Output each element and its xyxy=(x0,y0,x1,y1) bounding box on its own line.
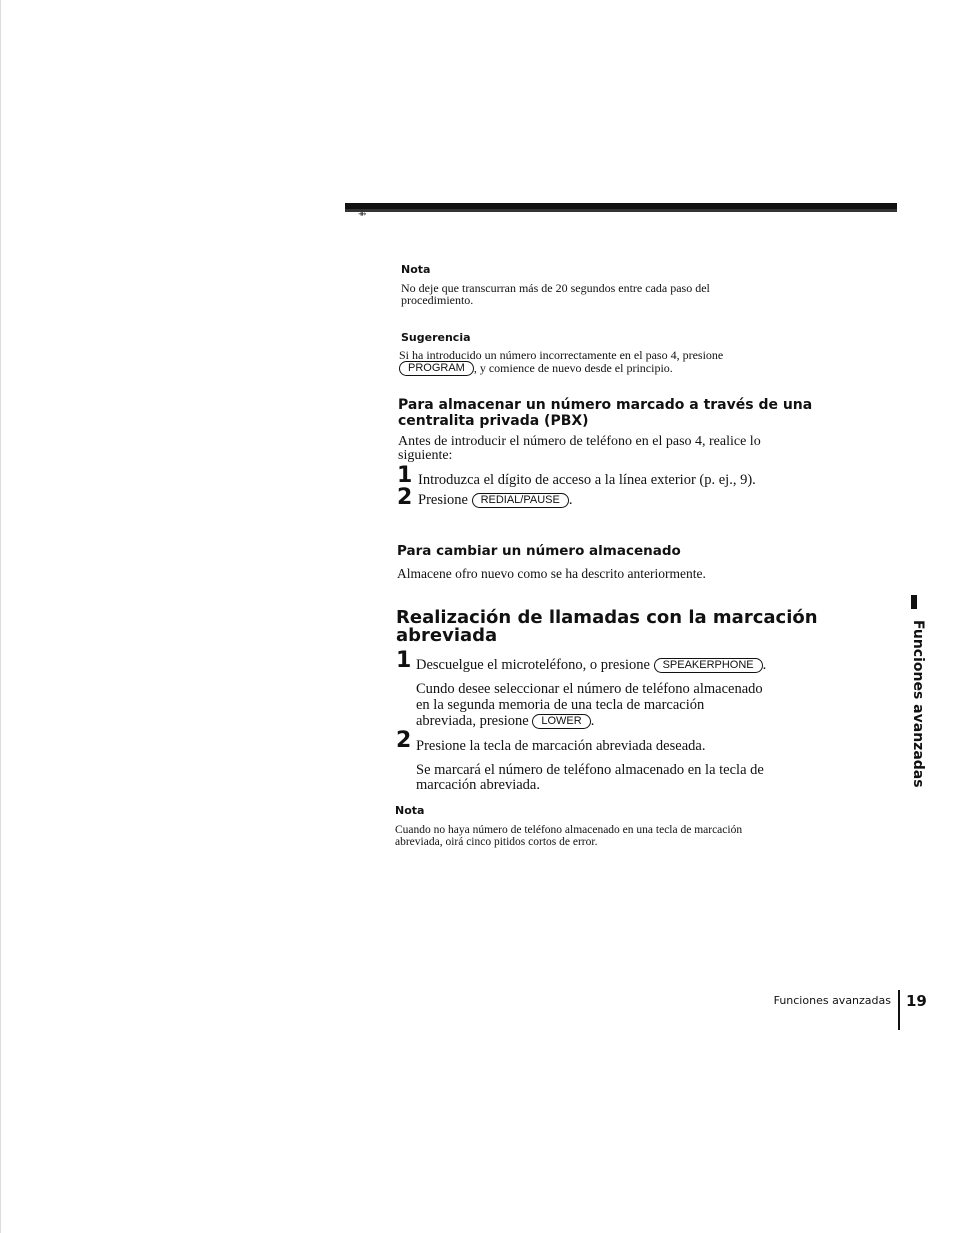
step-sub-line xyxy=(416,713,594,729)
speed-heading-line: abreviada xyxy=(396,625,498,646)
tip-text-line: Si ha introducido un número incorrectamente en el paso 4, presione xyxy=(399,348,724,362)
change-text: Almacene ofro nuevo como se ha descrito anteriormente. xyxy=(397,566,706,581)
note-text-line: Cuando no haya número de teléfono almacenado en una tecla de marcación xyxy=(395,824,743,836)
change-heading: Para cambiar un número almacenado xyxy=(397,543,681,559)
step-text-after: . xyxy=(568,492,573,508)
note-text-line: abreviada, oirá cinco pitidos cortos de error. xyxy=(395,836,598,848)
footer-section-title: Funciones avanzadas xyxy=(773,994,891,1007)
step-number: 2 xyxy=(397,485,413,510)
pbx-intro-line: Antes de introducir el número de teléfono en el paso 4, realice lo xyxy=(398,434,761,449)
step-number: 1 xyxy=(396,648,412,673)
step-text xyxy=(418,492,572,508)
program-key: PROGRAM xyxy=(399,361,474,376)
step-number: 1 xyxy=(397,463,413,488)
section-marker-icon: ⇻ xyxy=(358,209,367,220)
step-sub-line: Cundo desee seleccionar el número de teléfono almacenado xyxy=(416,681,763,697)
step-sub-line: en la segunda memoria de una tecla de marcación xyxy=(416,697,705,713)
tip-heading: Sugerencia xyxy=(401,331,471,344)
speakerphone-key: SPEAKERPHONE xyxy=(654,658,763,673)
step-sub-line: marcación abreviada. xyxy=(416,777,540,793)
scan-edge xyxy=(0,0,1,1233)
page-number: 19 xyxy=(906,992,927,1010)
note-text-line: No deje que transcurran más de 20 segundos entre cada paso del xyxy=(401,281,710,295)
step-sub-before: abreviada, presione xyxy=(416,713,529,729)
step-sub-after: . xyxy=(590,713,595,729)
step-text: Presione la tecla de marcación abreviada deseada. xyxy=(416,738,706,754)
footer-divider xyxy=(898,990,900,1030)
pbx-heading-line: centralita privada (PBX) xyxy=(398,413,589,429)
note-text-line: procedimiento. xyxy=(401,293,474,307)
pbx-heading-line: Para almacenar un número marcado a través de una xyxy=(398,397,813,413)
side-tab-marker xyxy=(911,595,917,609)
step-sub-line: Se marcará el número de teléfono almacenado en la tecla de xyxy=(416,762,764,778)
step-text xyxy=(416,657,766,673)
step-text-before: Descuelgue el microteléfono, o presione xyxy=(416,657,650,673)
speed-heading-line: Realización de llamadas con la marcación xyxy=(396,607,818,628)
header-rule-lower xyxy=(345,209,897,212)
redial-pause-key: REDIAL/PAUSE xyxy=(472,493,569,508)
pbx-intro-line: siguiente: xyxy=(398,448,453,463)
note-heading: Nota xyxy=(401,263,431,276)
side-tab-label: Funciones avanzadas xyxy=(910,620,926,788)
step-number: 2 xyxy=(396,728,412,753)
note-heading: Nota xyxy=(395,804,425,817)
step-text-before: Presione xyxy=(418,492,468,508)
tip-text-after: , y comience de nuevo desde el principio. xyxy=(473,361,673,375)
tip-text-line2 xyxy=(399,361,673,376)
step-text-after: . xyxy=(762,657,767,673)
step-text: Introduzca el dígito de acceso a la línea exterior (p. ej., 9). xyxy=(418,472,756,488)
lower-key: LOWER xyxy=(532,714,590,729)
